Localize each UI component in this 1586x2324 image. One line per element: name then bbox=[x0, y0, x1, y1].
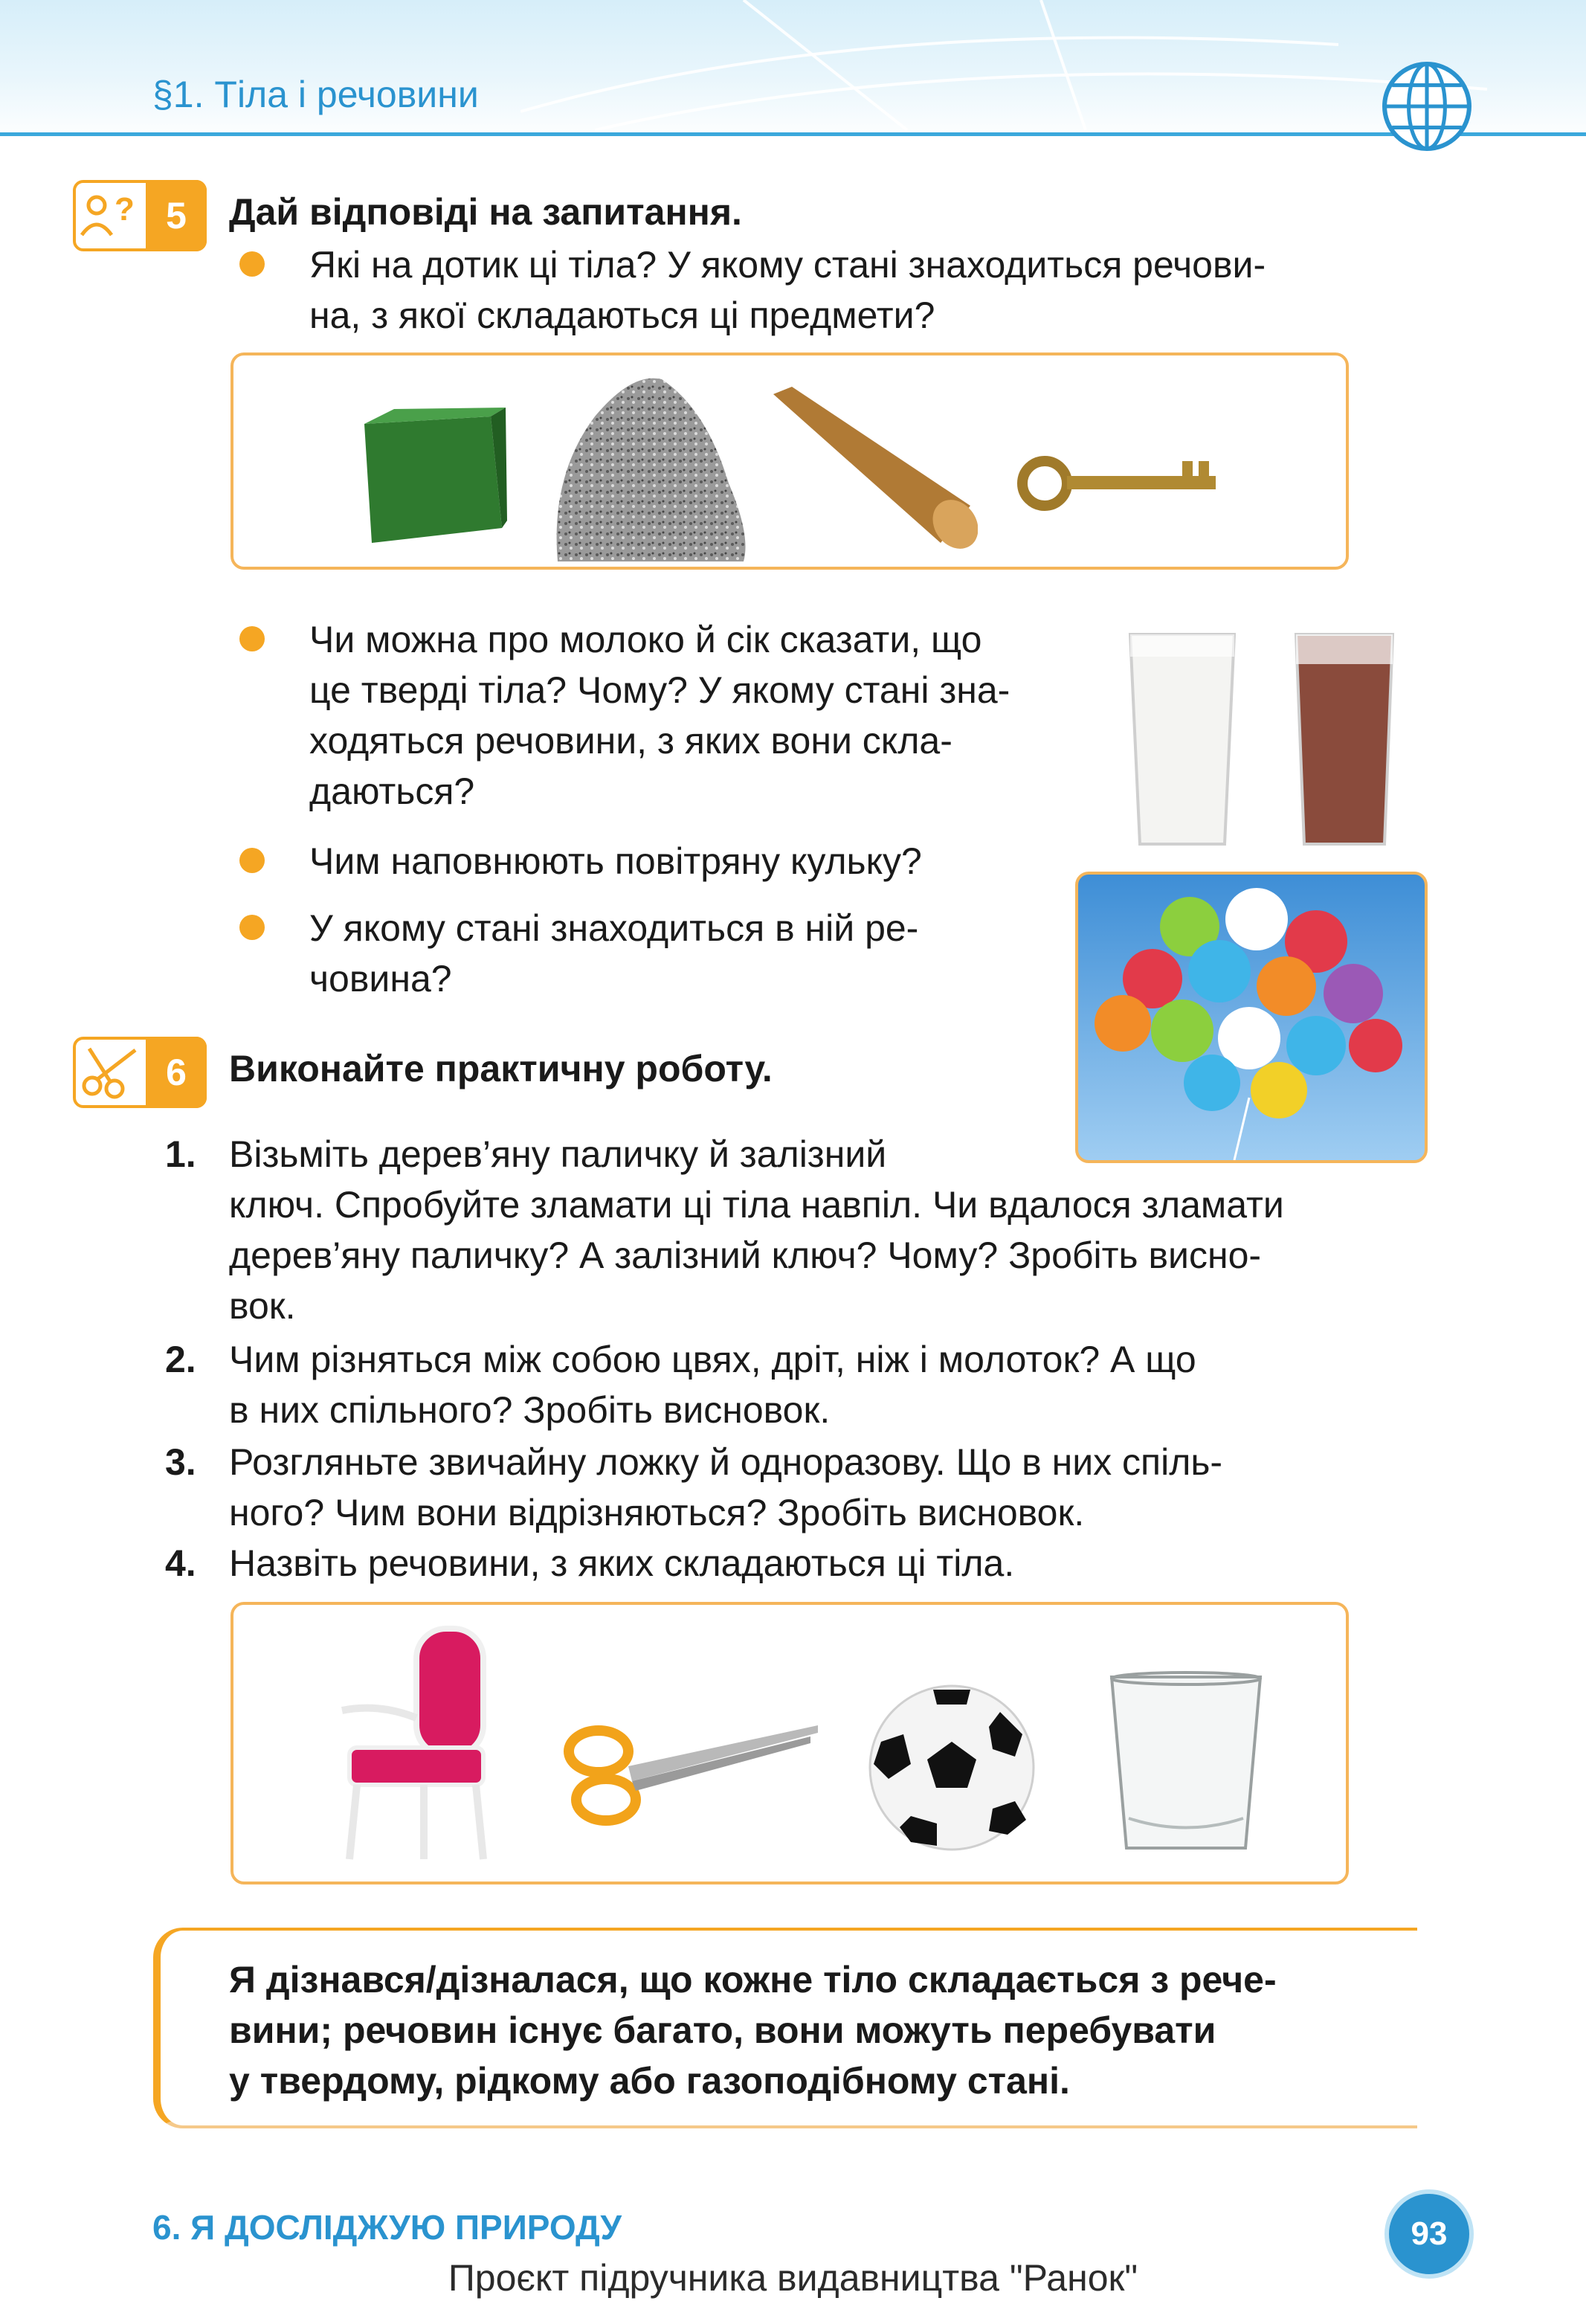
task-5-q2-line1: Чи можна про молоко й сік сказати, що bbox=[309, 619, 982, 660]
item-3-line2: ного? Чим вони відрізняються? Зробіть висновок. bbox=[229, 1492, 1085, 1533]
football-image bbox=[866, 1682, 1037, 1853]
item-2-number: 2. bbox=[165, 1339, 196, 1380]
item-1-line2: ключ. Спробуйте зламати ці тіла навпіл. Чи вдалося зламати bbox=[229, 1184, 1284, 1226]
summary-line2: вини; речовин існує багато, вони можуть перебувати bbox=[229, 2009, 1216, 2051]
task-5-q4-line2: човина? bbox=[309, 958, 452, 1000]
milk-glass-image bbox=[1126, 628, 1238, 852]
bullet bbox=[239, 251, 265, 277]
juice-glass-image bbox=[1292, 628, 1396, 852]
task-5-q2-line3: ходяться речовини, з яких вони скла- bbox=[309, 720, 952, 762]
item-3-line1: Розгляньте звичайну ложку й одноразову. Що в них спіль- bbox=[229, 1441, 1223, 1483]
question-people-icon bbox=[76, 183, 146, 247]
summary-line1: Я дізнався/дізналася, що кожне тіло складається з рече- bbox=[229, 1959, 1277, 2000]
granite-stone-image bbox=[543, 364, 758, 569]
glass-tumbler-image bbox=[1108, 1670, 1264, 1855]
bullet bbox=[239, 848, 265, 873]
summary-text bbox=[229, 1954, 1426, 2106]
task-5-heading: Дай відповіді на запитання. bbox=[229, 191, 742, 233]
header-rule bbox=[0, 132, 1586, 136]
item-1-line3: дерев’яну паличку? А залізний ключ? Чому? Зробіть висно- bbox=[229, 1235, 1262, 1276]
task-6-heading: Виконайте практичну роботу. bbox=[229, 1048, 773, 1089]
chair-image bbox=[335, 1621, 498, 1867]
wooden-stick-image bbox=[770, 387, 978, 550]
item-2-line2: в них спільного? Зробіть висновок. bbox=[229, 1389, 831, 1431]
bullet bbox=[239, 915, 265, 940]
bullet bbox=[239, 626, 265, 651]
page-number: 93 bbox=[1384, 2189, 1474, 2279]
old-key-image bbox=[1011, 439, 1234, 521]
task-6-number: 6 bbox=[146, 1037, 207, 1108]
task-5-number: 5 bbox=[146, 180, 207, 251]
task-5-q4-line1: У якому стані знаходиться в ній ре- bbox=[309, 907, 919, 949]
item-2-line1: Чим різняться між собою цвях, дріт, ніж і молоток? А що bbox=[229, 1339, 1196, 1380]
task-5-q2-line2: це тверді тіла? Чому? У якому стані зна- bbox=[309, 669, 1010, 711]
item-1-number: 1. bbox=[165, 1133, 196, 1175]
task-5-q3: Чим наповнюють повітряну кульку? bbox=[309, 840, 922, 882]
summary-line3: у твердому, рідкому або газоподібному стані. bbox=[229, 2060, 1070, 2102]
section-title: §1. Тіла і речовини bbox=[152, 74, 479, 115]
balloons-image bbox=[1075, 872, 1428, 1163]
svg-text:?: ? bbox=[115, 191, 135, 228]
item-1-line1: Візьміть дерев’яну паличку й залізний bbox=[229, 1133, 887, 1175]
task-5-q1-line1: Які на дотик ці тіла? У якому стані знаходиться речови- bbox=[309, 244, 1266, 286]
item-3-number: 3. bbox=[165, 1441, 196, 1483]
item-1-line4: вок. bbox=[229, 1285, 296, 1327]
chapter-title: 6. Я ДОСЛІДЖУЮ ПРИРОДУ bbox=[152, 2208, 622, 2247]
scissors-image bbox=[561, 1710, 822, 1837]
item-4-line1: Назвіть речовини, з яких складаються ці тіла. bbox=[229, 1542, 1015, 1584]
publisher-note: Проєкт підручника видавництва "Ранок" bbox=[448, 2257, 1138, 2299]
task-5-q1-line2: на, з якої складаються ці предмети? bbox=[309, 294, 935, 336]
scissors-icon bbox=[76, 1040, 146, 1104]
globe-icon bbox=[1382, 61, 1472, 152]
header-decoration bbox=[520, 0, 1487, 134]
green-cube-image bbox=[349, 402, 513, 561]
item-4-number: 4. bbox=[165, 1542, 196, 1584]
task-5-q2-line4: даються? bbox=[309, 770, 475, 812]
